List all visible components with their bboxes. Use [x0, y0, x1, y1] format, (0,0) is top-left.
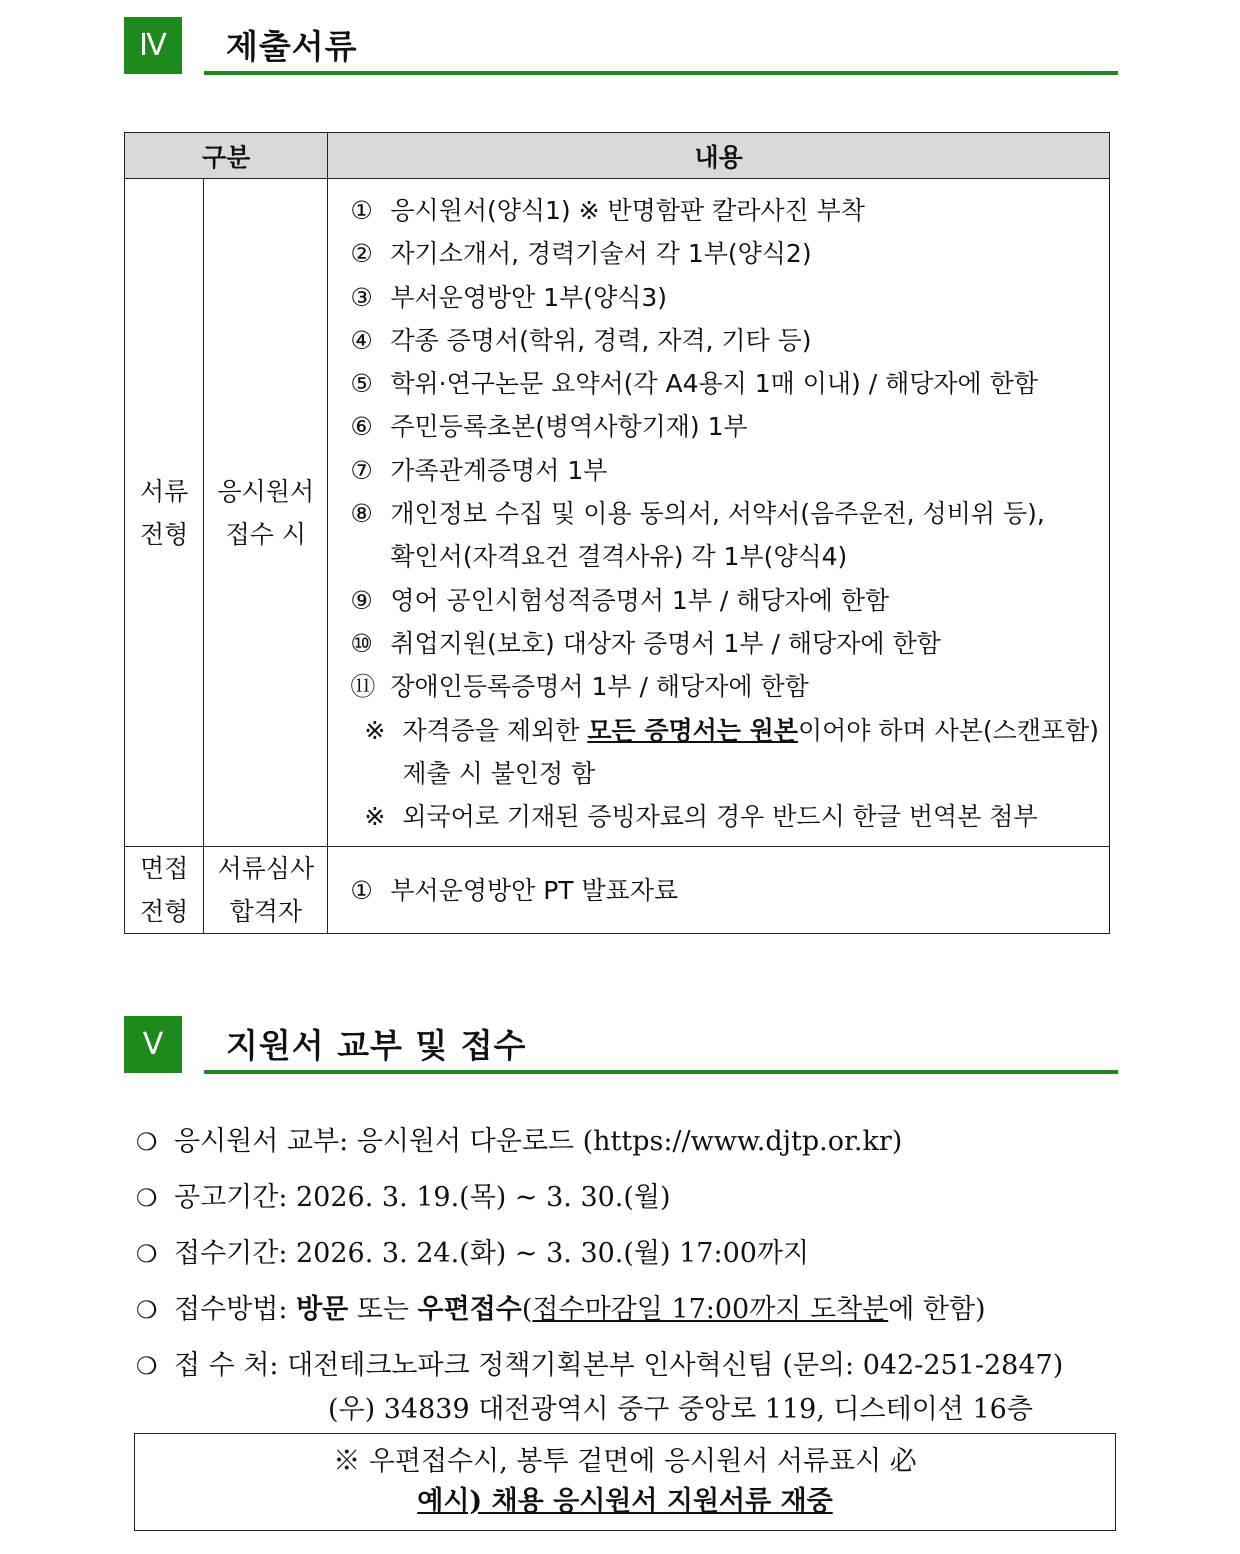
section-5-badge: Ⅴ — [124, 1016, 182, 1073]
section-4-header — [124, 17, 1118, 77]
postal-note-example: 예시) 채용 응시원서 지원서류 재중 — [417, 1486, 833, 1517]
list-item-continuation: 확인서(자격요건 결격사유) 각 1부(양식4) — [390, 542, 848, 572]
note-original-documents: ※ 자격증을 제외한 모든 증명서는 원본이어야 하며 사본(스캔포함) — [364, 715, 1099, 745]
section-5-underline — [204, 1070, 1118, 1074]
documents-table — [124, 132, 1110, 934]
header-category: 구분 — [125, 133, 328, 179]
section-5-header — [124, 1016, 1118, 1076]
info-row-address: (우) 34839 대전광역시 중구 중앙로 119, 디스테이션 16층 — [328, 1394, 1033, 1425]
list-item: ④ 각종 증명서(학위, 경력, 자격, 기타 등) — [350, 325, 812, 355]
info-row-receipt-place: ❍ 접 수 처: 대전테크노파크 정책기획본부 인사혁신팀 (문의: 042-251-2847) — [136, 1342, 1063, 1386]
category-interview: 면접 전형 — [125, 847, 204, 934]
application-info — [136, 1118, 1063, 1430]
info-row-receipt-method: ❍ 접수방법: 방문 또는 우편접수(접수마감일 17:00까지 도착분에 한함) — [136, 1286, 1063, 1342]
section-5-title: 지원서 교부 및 접수 — [226, 1026, 527, 1065]
list-item: ③ 부서운영방안 1부(양식3) — [350, 282, 667, 312]
list-item: ⑦ 가족관계증명서 1부 — [350, 455, 608, 485]
info-row-receipt-period: ❍ 접수기간: 2026. 3. 24.(화) ~ 3. 30.(월) 17:00까지 — [136, 1230, 1063, 1286]
info-row-notice-period: ❍ 공고기간: 2026. 3. 19.(목) ~ 3. 30.(월) — [136, 1174, 1063, 1230]
bullet-icon: ❍ — [136, 1240, 158, 1268]
bullet-icon: ❍ — [136, 1184, 158, 1212]
list-item: ② 자기소개서, 경력기술서 각 1부(양식2) — [350, 239, 812, 269]
subcategory-application: 응시원서 접수 시 — [204, 179, 328, 847]
section-4-title: 제출서류 — [226, 27, 358, 66]
note-original-documents-continuation: 제출 시 불인정 함 — [402, 758, 596, 788]
list-item: ⑤ 학위·연구논문 요약서(각 A4용지 1매 이내) / 해당자에 한함 — [350, 369, 1038, 399]
postal-note-box — [134, 1433, 1116, 1531]
category-document-screening: 서류 전형 — [125, 179, 204, 847]
subcategory-passed-applicants: 서류심사 합격자 — [204, 847, 328, 934]
required-documents-list — [328, 179, 1110, 847]
info-row-download: ❍ 응시원서 교부: 응시원서 다운로드 (https://www.djtp.or.kr) — [136, 1118, 1063, 1174]
table-header-row — [125, 133, 1110, 179]
note-translation: ※ 외국어로 기재된 증빙자료의 경우 반드시 한글 번역본 첨부 — [364, 802, 1038, 832]
table-row-interview — [125, 847, 1110, 934]
section-4-underline — [204, 71, 1118, 75]
list-item: ⑨ 영어 공인시험성적증명서 1부 / 해당자에 한함 — [350, 585, 890, 615]
bullet-icon: ❍ — [136, 1296, 158, 1324]
list-item: ⑧ 개인정보 수집 및 이용 동의서, 서약서(음주운전, 성비위 등), — [350, 499, 1045, 529]
postal-note-line: ※ 우편접수시, 봉투 겉면에 응시원서 서류표시 必 — [333, 1446, 917, 1477]
list-item: ① 응시원서(양식1) ※ 반명함판 칼라사진 부착 — [350, 196, 865, 225]
bullet-icon: ❍ — [136, 1128, 158, 1156]
table-row-document-screening — [125, 179, 1110, 847]
interview-documents: ① 부서운영방안 PT 발표자료 — [328, 847, 1110, 934]
section-4-badge: Ⅳ — [124, 17, 182, 74]
bullet-icon: ❍ — [136, 1352, 158, 1380]
list-item: ⑩ 취업지원(보호) 대상자 증명서 1부 / 해당자에 한함 — [350, 628, 941, 658]
list-item: ⑪ 장애인등록증명서 1부 / 해당자에 한함 — [350, 672, 809, 702]
header-content: 내용 — [328, 133, 1110, 179]
list-item: ⑥ 주민등록초본(병역사항기재) 1부 — [350, 412, 748, 442]
